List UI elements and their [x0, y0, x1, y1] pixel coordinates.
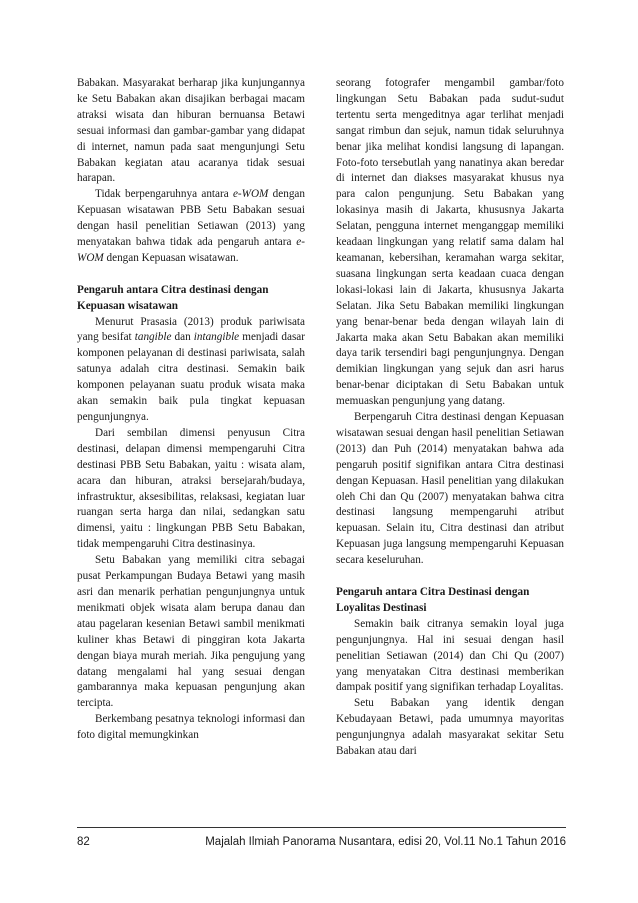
- text-run: dan: [171, 331, 194, 344]
- right-column: [336, 76, 564, 760]
- left-column: [77, 76, 305, 744]
- paragraph: Babakan. Masyarakat berharap jika kunjungannya ke Setu Babakan akan disajikan berbagai macam atraksi wisata dan hiburan bernuansa Betawi sesuai informasi dan gambar-gambar yang didapat di internet, namun pada saat mengunjungi Setu Babakan kegiatan atau acaranya tidak sesuai harapan.: [77, 77, 305, 185]
- paragraph: [77, 315, 305, 426]
- text-run: Tidak berpengaruhnya antara: [95, 188, 233, 201]
- paragraph: Berpengaruh Citra destinasi dengan Kepuasan wisatawan sesuai dengan hasil penelitian Setiawan (2013) dan Puh (2014) menyatakan bahwa ada pengaruh positif signifikan antara Citra destinasi dengan Kepuasan. Hasil penelitian yang dilakukan oleh Chi dan Qu (2007) menyatakan bahwa citra destinasi langsung mempengaruhi atribut kepuasan. Selain itu, Citra destinasi dan atribut Kepuasan juga langsung mempengaruhi Kepuasan secara keseluruhan.: [336, 411, 564, 567]
- paragraph: seorang fotografer mengambil gambar/foto lingkungan Setu Babakan pada sudut-sudut tertentu serta mengeditnya agar terlihat menjadi sangat rimbun dan sejuk, namun tidak seluruhnya benar jika melihat kondisi langsung di lapangan. Foto-foto tersebutlah yang nanatinya akan beredar di internet dan diakses masyarakat khusus nya para calon pengunjung. Setu Babakan yang lokasinya masih di Jakarta, khususnya Jakarta Selatan, pengguna internet menganggap memiliki keadaan lingkungan yang relatif sama dalam hal keamanan, kebersihan, keramahan warga sekitar, suasana lingkungan serta keadaan cuaca dengan lokasi-lokasi lain di Jakarta, khususnya Jakarta Selatan. Jika Setu Babakan memiliki lingkungan yang benar-benar beda dengan wilayah lain di Jakarta maka akan Setu Babakan akan memiliki daya tarik tersendiri bagi pengunjungnya. Dengan demikian lingkungan yang sejuk dan asri harus benar-benar diciptakan di Setu Babakan untuk memuaskan pengunjung yang datang.: [336, 77, 564, 408]
- paragraph: Berkembang pesatnya teknologi informasi dan foto digital memungkinkan: [77, 713, 305, 742]
- page-number: 82: [77, 836, 90, 848]
- section-heading: Pengaruh antara Citra destinasi dengan Kepuasan wisatawan: [77, 283, 269, 312]
- text-run: dengan Kepuasan wisatawan.: [103, 251, 239, 264]
- paragraph: Setu Babakan yang identik dengan Kebudayaan Betawi, pada umumnya mayoritas pengunjungnya adalah masyarakat sekitar Setu Babakan atau dari: [336, 697, 564, 758]
- text-run: Menurut Prasasia (2013) produk pariwisata yang besifat: [77, 315, 305, 344]
- paragraph: Dari sembilan dimensi penyusun Citra destinasi, delapan dimensi mempengaruhi Citra destinasi PBB Setu Babakan, yaitu : wisata alam, acara dan hiburan, atraksi bersejarah/budaya, infrastruktur, aksesibilitas, relaksasi, kegiatan luar ruangan serta harga dan nilai, sedangkan satu dimensi, yaitu : lingkungan PBB Setu Babakan, tidak mempengaruhi Citra destinasinya.: [77, 426, 305, 551]
- italic-term: e-WOM: [232, 188, 269, 201]
- section-heading: Pengaruh antara Citra Destinasi dengan Loyalitas Destinasi: [336, 585, 530, 614]
- paragraph: Semakin baik citranya semakin loyal juga pengunjungnya. Hal ini sesuai dengan hasil penelitian Setiawan (2014) dan Chi Qu (2007) yang menyatakan Citra destinasi memberikan dampak positif yang signifikan terhadap Loyalitas.: [336, 617, 564, 694]
- paragraph: Setu Babakan yang memiliki citra sebagai pusat Perkampungan Budaya Betawi yang masih asri dan menarik perhatian pengunjungnya untuk menikmati objek wisata alam berupa danau dan atau pagelaran kesenian Betawi sambil menikmati kuliner khas Betawi di pinggiran kota Jakarta dengan biaya murah meriah. Jika pengujung yang datang mengalami hal yang sesuai dengan gambarannya maka kepuasan pengunjung akan tercipta.: [77, 554, 305, 710]
- journal-citation: Majalah Ilmiah Panorama Nusantara, edisi 20, Vol.11 No.1 Tahun 2016: [205, 836, 566, 848]
- italic-term: tangible: [134, 331, 172, 344]
- footer-divider: [77, 827, 566, 828]
- text-run: menjadi dasar komponen pelayanan di destinasi pariwisata, salah satunya adalah citra destinasi. Semakin baik komponen pelayanan suatu produk wisata maka akan semakin baik pula tingkat kepuasan pengunjungnya.: [77, 331, 305, 424]
- text-run: dengan Kepuasan wisatawan PBB Setu Babakan sesuai dengan hasil penelitian Setiawan (2013) yang menyatakan bahwa tidak ada pengaruh antara: [77, 188, 305, 249]
- paragraph: [77, 187, 305, 267]
- italic-term: intangible: [193, 331, 240, 344]
- italic-term: e-WOM: [77, 236, 305, 264]
